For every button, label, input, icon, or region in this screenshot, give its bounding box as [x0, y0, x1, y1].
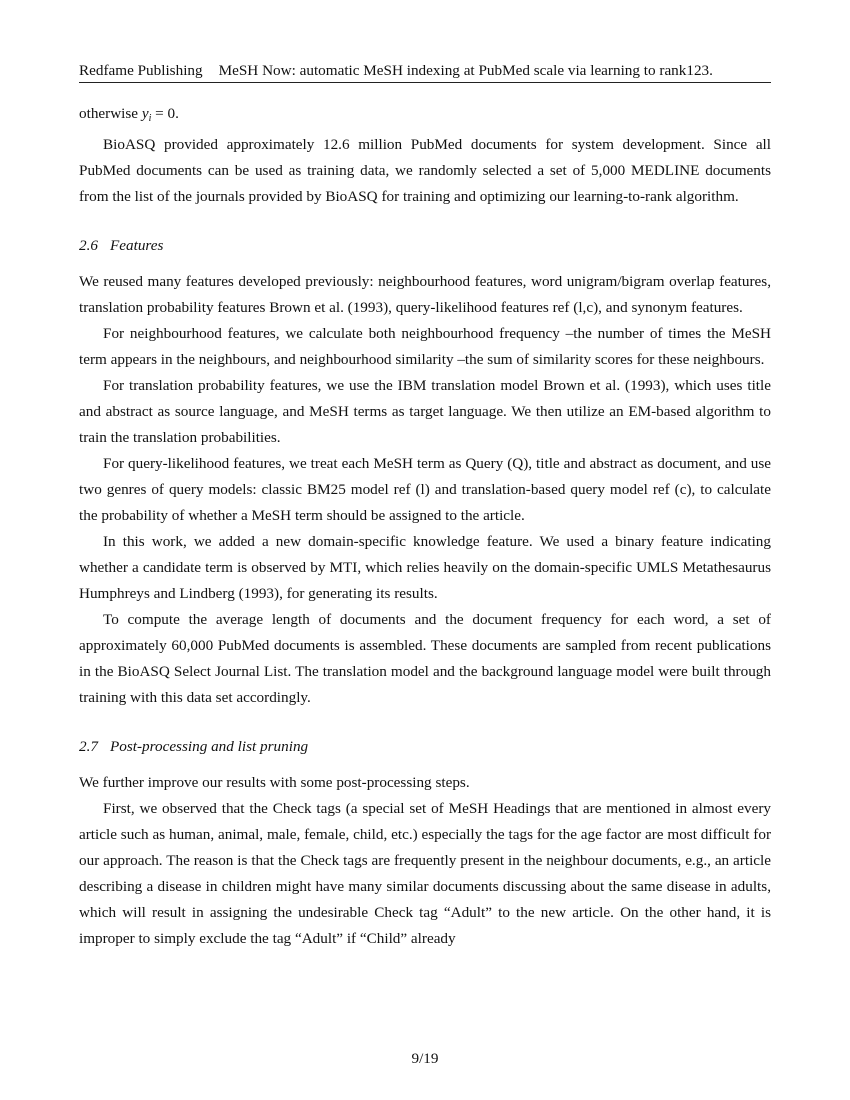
continuation-line: otherwise $y_i = 0$. — [79, 105, 179, 124]
section-number: 2.7 — [79, 738, 98, 755]
page-body — [79, 101, 771, 952]
variable-y: y — [141, 105, 149, 122]
section-title: Features — [109, 237, 164, 254]
paragraph: We reused many features developed previously: neighbourhood features, word unigram/bigram overlap features, translation probability features Brown et al. (1993), query-likelihood features ref (l,c), and synonym features. — [79, 273, 771, 316]
publisher-name: Redfame Publishing — [79, 62, 203, 79]
paragraph: In this work, we added a new domain-specific knowledge feature. We used a binary feature indicating whether a candidate term is observed by MTI, which relies heavily on the domain-specific UMLS Metathesaurus Humphreys and Lindberg (1993), for generating its results. — [79, 533, 771, 602]
section-title: Post-processing and list pruning — [109, 738, 309, 755]
section-number: 2.6 — [79, 237, 98, 254]
paragraph: BioASQ provided approximately 12.6 million PubMed documents for system development. Since all PubMed documents can be used as training data, we randomly selected a set of 5,000 MEDLINE documents from the list of the journals provided by BioASQ for training and optimizing our learning-to-rank algorithm. — [79, 136, 771, 205]
paragraph: First, we observed that the Check tags (a special set of MeSH Headings that are mentioned in almost every article such as human, animal, male, female, child, etc.) especially the tags for the age factor are most difficult for our approach. The reason is that the Check tags are frequently present in the neighbour documents, e.g., an article describing a disease in children might have many similar documents discussing about the same disease in adults, which will result in assigning the undesirable Check tag “Adult” to the new article. On the other hand, it is improper to simply exclude the tag “Adult” if “Child” already — [79, 800, 771, 947]
paragraph: We further improve our results with some post-processing steps. — [79, 774, 470, 791]
paragraph: To compute the average length of documents and the document frequency for each word, a set of approximately 60,000 PubMed documents is assembled. These documents are sampled from recent publications in the BioASQ Select Journal List. The translation model and the background language model were built through training with this data set accordingly. — [79, 611, 771, 706]
paragraph: For neighbourhood features, we calculate both neighbourhood frequency –the number of times the MeSH term appears in the neighbours, and neighbourhood similarity –the sum of similarity scores for these neighbours. — [79, 325, 771, 368]
section-heading-2-6 — [79, 233, 771, 259]
running-header — [79, 61, 771, 83]
subscript-i: i — [148, 113, 152, 124]
running-title: MeSH Now: automatic MeSH indexing at PubMed scale via learning to rank123. — [218, 62, 713, 79]
paragraph: For translation probability features, we use the IBM translation model Brown et al. (1993), which uses title and abstract as source language, and MeSH terms as target language. We then utilize an EM-based algorithm to train the translation probabilities. — [79, 377, 771, 446]
page-number: 9/19 — [411, 1050, 439, 1067]
section-heading-2-7 — [79, 734, 771, 760]
paragraph: For query-likelihood features, we treat each MeSH term as Query (Q), title and abstract as document, and use two genres of query models: classic BM25 model ref (l) and translation-based query model ref (c), to calculate the probability of whether a MeSH term should be assigned to the article. — [79, 455, 771, 524]
